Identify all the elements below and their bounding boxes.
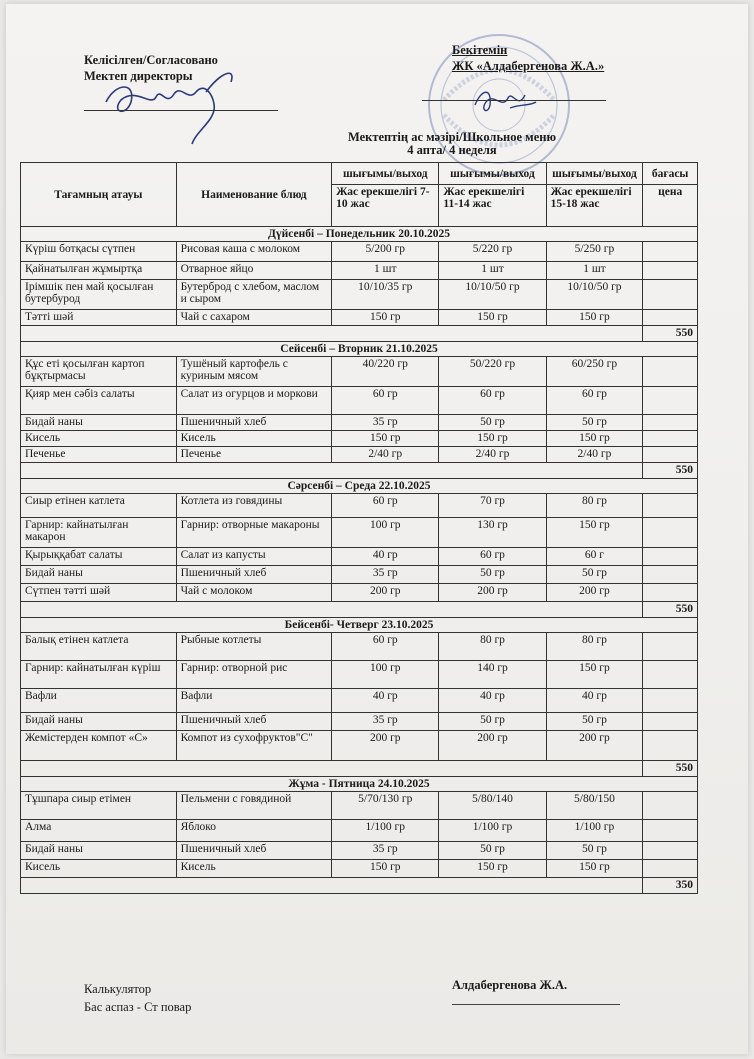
yield-15-18: 150 гр	[546, 310, 643, 326]
yield-7-10: 5/200 гр	[332, 242, 439, 262]
dish-name-ru: Кисель	[176, 431, 332, 447]
yield-7-10: 2/40 гр	[332, 447, 439, 463]
dish-name-ru: Печенье	[176, 447, 332, 463]
dish-name-ru: Рыбные котлеты	[176, 633, 332, 661]
table-row	[21, 713, 698, 731]
yield-7-10: 1/100 гр	[332, 820, 439, 842]
dish-name-ru: Рисовая каша с молоком	[176, 242, 332, 262]
price-cell	[643, 387, 698, 415]
yield-7-10: 35 гр	[332, 566, 439, 584]
yield-11-14: 140 гр	[439, 661, 546, 689]
agreed-block	[84, 52, 218, 84]
day-price-row	[21, 602, 698, 618]
dish-name-kk: Гарнир: кайнатылған күріш	[21, 661, 177, 689]
dish-name-ru: Пшеничный хлеб	[176, 566, 332, 584]
dish-name-ru: Чай с молоком	[176, 584, 332, 602]
yield-11-14: 150 гр	[439, 860, 546, 878]
price-cell	[643, 310, 698, 326]
table-row	[21, 494, 698, 518]
table-row	[21, 633, 698, 661]
age-15-18: Жас ерекшелігі 15-18 жас	[546, 185, 643, 227]
calculator-label: Калькулятор	[84, 982, 152, 996]
yield-15-18: 40 гр	[546, 689, 643, 713]
footer-name: Алдабергенова Ж.А.	[452, 978, 568, 992]
header-dish-kk: Тағамның атауы	[21, 163, 177, 227]
yield-11-14: 130 гр	[439, 518, 546, 548]
price-cell	[643, 584, 698, 602]
yield-15-18: 50 гр	[546, 842, 643, 860]
price-cell	[643, 431, 698, 447]
yield-11-14: 50 гр	[439, 415, 546, 431]
yield-11-14: 200 гр	[439, 731, 546, 761]
yield-15-18: 50 гр	[546, 713, 643, 731]
yield-15-18: 2/40 гр	[546, 447, 643, 463]
age-7-10: Жас ерекшелігі 7-10 жас	[332, 185, 439, 227]
yield-7-10: 35 гр	[332, 842, 439, 860]
price-spacer	[21, 761, 643, 777]
day-price: 350	[643, 878, 698, 894]
dish-name-kk: Тұшпара сиыр етімен	[21, 792, 177, 820]
day-header-row	[21, 342, 698, 357]
header-yield-b: шығымы/выход	[439, 163, 546, 185]
table-row	[21, 262, 698, 280]
yield-7-10: 60 гр	[332, 387, 439, 415]
yield-7-10: 150 гр	[332, 860, 439, 878]
yield-7-10: 100 гр	[332, 661, 439, 689]
day-price-row	[21, 326, 698, 342]
price-cell	[643, 518, 698, 548]
day-header-row	[21, 479, 698, 494]
yield-11-14: 50 гр	[439, 713, 546, 731]
menu-table	[20, 162, 698, 894]
yield-15-18: 1/100 гр	[546, 820, 643, 842]
price-cell	[643, 566, 698, 584]
dish-name-ru: Кисель	[176, 860, 332, 878]
yield-11-14: 50/220 гр	[439, 357, 546, 387]
dish-name-ru: Вафли	[176, 689, 332, 713]
dish-name-ru: Чай с сахаром	[176, 310, 332, 326]
dish-name-ru: Компот из сухофруктов"С"	[176, 731, 332, 761]
price-ru: цена	[643, 185, 698, 227]
dish-name-kk: Алма	[21, 820, 177, 842]
yield-11-14: 150 гр	[439, 431, 546, 447]
dish-name-kk: Қияр мен сәбіз салаты	[21, 387, 177, 415]
dish-name-ru: Бутерброд с хлебом, маслом и сыром	[176, 280, 332, 310]
yield-7-10: 200 гр	[332, 584, 439, 602]
price-spacer	[21, 326, 643, 342]
price-spacer	[21, 602, 643, 618]
price-cell	[643, 494, 698, 518]
yield-11-14: 40 гр	[439, 689, 546, 713]
yield-15-18: 50 гр	[546, 415, 643, 431]
director-signature-line	[84, 110, 278, 111]
dish-name-kk: Бидай наны	[21, 415, 177, 431]
yield-11-14: 2/40 гр	[439, 447, 546, 463]
dish-name-kk: Құс еті қосылған картоп бұқтырмасы	[21, 357, 177, 387]
yield-11-14: 5/80/140	[439, 792, 546, 820]
dish-name-kk: Кисель	[21, 860, 177, 878]
dish-name-kk: Кисель	[21, 431, 177, 447]
table-row	[21, 415, 698, 431]
table-row	[21, 731, 698, 761]
dish-name-kk: Қырыққабат салаты	[21, 548, 177, 566]
agreed-label: Келісілген/Согласовано	[84, 53, 218, 67]
page-title: Мектептің ас мәзірі/Школьное меню	[347, 130, 556, 144]
price-cell	[643, 731, 698, 761]
yield-7-10: 40 гр	[332, 689, 439, 713]
day-price-row	[21, 761, 698, 777]
price-cell	[643, 242, 698, 262]
dish-name-kk: Бидай наны	[21, 842, 177, 860]
day-header-row	[21, 227, 698, 242]
price-cell	[643, 262, 698, 280]
price-cell	[643, 447, 698, 463]
dish-name-ru: Пшеничный хлеб	[176, 713, 332, 731]
dish-name-kk: Балық етінен катлета	[21, 633, 177, 661]
page-subtitle: 4 апта/ 4 неделя	[407, 143, 497, 157]
yield-7-10: 60 гр	[332, 494, 439, 518]
day-header-row	[21, 618, 698, 633]
yield-7-10: 150 гр	[332, 431, 439, 447]
yield-11-14: 70 гр	[439, 494, 546, 518]
approver-name: ЖК «Алдабергенова Ж.А.»	[452, 59, 605, 73]
yield-11-14: 50 гр	[439, 842, 546, 860]
yield-15-18: 80 гр	[546, 494, 643, 518]
day-title: Сәрсенбі – Среда 22.10.2025	[21, 479, 698, 494]
table-row	[21, 584, 698, 602]
day-title: Жұма - Пятница 24.10.2025	[21, 777, 698, 792]
table-row	[21, 280, 698, 310]
day-header-row	[21, 777, 698, 792]
yield-7-10: 1 шт	[332, 262, 439, 280]
table-row	[21, 242, 698, 262]
yield-11-14: 150 гр	[439, 310, 546, 326]
yield-7-10: 40/220 гр	[332, 357, 439, 387]
footer-left	[84, 980, 191, 1016]
yield-7-10: 40 гр	[332, 548, 439, 566]
yield-11-14: 60 гр	[439, 548, 546, 566]
dish-name-kk: Сүтпен тәтті шәй	[21, 584, 177, 602]
table-row	[21, 310, 698, 326]
dish-name-ru: Яблоко	[176, 820, 332, 842]
yield-15-18: 150 гр	[546, 661, 643, 689]
yield-11-14: 1/100 гр	[439, 820, 546, 842]
dish-name-kk: Бидай наны	[21, 713, 177, 731]
table-row	[21, 548, 698, 566]
dish-name-ru: Салат из капусты	[176, 548, 332, 566]
day-price: 550	[643, 602, 698, 618]
day-title: Бейсенбі- Четверг 23.10.2025	[21, 618, 698, 633]
yield-15-18: 50 гр	[546, 566, 643, 584]
table-row	[21, 792, 698, 820]
footer-signature-line	[452, 1004, 620, 1005]
dish-name-kk: Жемістерден компот «С»	[21, 731, 177, 761]
header-price: бағасы	[643, 163, 698, 185]
yield-7-10: 100 гр	[332, 518, 439, 548]
price-cell	[643, 357, 698, 387]
yield-7-10: 200 гр	[332, 731, 439, 761]
day-price: 550	[643, 326, 698, 342]
price-cell	[643, 860, 698, 878]
day-price: 550	[643, 761, 698, 777]
dish-name-kk: Тәтті шәй	[21, 310, 177, 326]
day-title: Дүйсенбі – Понедельник 20.10.2025	[21, 227, 698, 242]
dish-name-kk: Гарнир: кайнатылған макарон	[21, 518, 177, 548]
yield-15-18: 5/250 гр	[546, 242, 643, 262]
age-11-14: Жас ерекшелігі 11-14 жас	[439, 185, 546, 227]
price-spacer	[21, 463, 643, 479]
director-label: Мектеп директоры	[84, 69, 193, 83]
price-cell	[643, 633, 698, 661]
dish-name-ru: Пшеничный хлеб	[176, 842, 332, 860]
yield-7-10: 10/10/35 гр	[332, 280, 439, 310]
day-price-row	[21, 878, 698, 894]
day-title: Сейсенбі – Вторник 21.10.2025	[21, 342, 698, 357]
dish-name-kk: Күріш ботқасы сүтпен	[21, 242, 177, 262]
yield-15-18: 200 гр	[546, 731, 643, 761]
yield-15-18: 60 г	[546, 548, 643, 566]
price-cell	[643, 820, 698, 842]
dish-name-kk: Вафли	[21, 689, 177, 713]
price-spacer	[21, 878, 643, 894]
yield-15-18: 150 гр	[546, 860, 643, 878]
dish-name-kk: Печенье	[21, 447, 177, 463]
yield-11-14: 1 шт	[439, 262, 546, 280]
yield-11-14: 200 гр	[439, 584, 546, 602]
price-cell	[643, 548, 698, 566]
dish-name-ru: Котлета из говядины	[176, 494, 332, 518]
approved-label: Бекітемін	[452, 43, 508, 57]
dish-name-ru: Пельмени с говядиной	[176, 792, 332, 820]
yield-7-10: 5/70/130 гр	[332, 792, 439, 820]
table-row	[21, 860, 698, 878]
chef-label: Бас аспаз - Ст повар	[84, 1000, 192, 1014]
table-row	[21, 566, 698, 584]
table-row	[21, 431, 698, 447]
yield-11-14: 50 гр	[439, 566, 546, 584]
yield-15-18: 1 шт	[546, 262, 643, 280]
price-cell	[643, 661, 698, 689]
yield-15-18: 80 гр	[546, 633, 643, 661]
table-row	[21, 689, 698, 713]
header-yield-a: шығымы/выход	[332, 163, 439, 185]
price-cell	[643, 280, 698, 310]
day-price: 550	[643, 463, 698, 479]
yield-15-18: 10/10/50 гр	[546, 280, 643, 310]
table-row	[21, 357, 698, 387]
table-header-row	[21, 163, 698, 185]
yield-15-18: 150 гр	[546, 431, 643, 447]
price-cell	[643, 842, 698, 860]
price-cell	[643, 689, 698, 713]
yield-11-14: 60 гр	[439, 387, 546, 415]
dish-name-ru: Гарнир: отворной рис	[176, 661, 332, 689]
price-cell	[643, 792, 698, 820]
header-dish-ru: Наименование блюд	[176, 163, 332, 227]
dish-name-kk: Ірімшік пен май қосылған бутербурод	[21, 280, 177, 310]
dish-name-ru: Отварное яйцо	[176, 262, 332, 280]
dish-name-ru: Тушёный картофель с куриным мясом	[176, 357, 332, 387]
menu-body	[21, 227, 698, 894]
yield-11-14: 10/10/50 гр	[439, 280, 546, 310]
dish-name-kk: Қайнатылған жұмыртқа	[21, 262, 177, 280]
dish-name-kk: Сиыр етінен катлета	[21, 494, 177, 518]
price-cell	[643, 415, 698, 431]
dish-name-ru: Пшеничный хлеб	[176, 415, 332, 431]
yield-7-10: 60 гр	[332, 633, 439, 661]
price-cell	[643, 713, 698, 731]
yield-7-10: 150 гр	[332, 310, 439, 326]
yield-15-18: 60/250 гр	[546, 357, 643, 387]
yield-7-10: 35 гр	[332, 713, 439, 731]
dish-name-ru: Салат из огурцов и моркови	[176, 387, 332, 415]
table-row	[21, 518, 698, 548]
table-row	[21, 447, 698, 463]
table-row	[21, 387, 698, 415]
table-row	[21, 842, 698, 860]
approver-signature-line	[422, 100, 606, 101]
header-yield-c: шығымы/выход	[546, 163, 643, 185]
yield-11-14: 80 гр	[439, 633, 546, 661]
dish-name-ru: Гарнир: отворные макароны	[176, 518, 332, 548]
approved-block	[452, 42, 604, 74]
table-row	[21, 661, 698, 689]
yield-15-18: 60 гр	[546, 387, 643, 415]
yield-15-18: 150 гр	[546, 518, 643, 548]
dish-name-kk: Бидай наны	[21, 566, 177, 584]
yield-15-18: 5/80/150	[546, 792, 643, 820]
table-row	[21, 820, 698, 842]
yield-15-18: 200 гр	[546, 584, 643, 602]
day-price-row	[21, 463, 698, 479]
yield-11-14: 5/220 гр	[439, 242, 546, 262]
yield-7-10: 35 гр	[332, 415, 439, 431]
